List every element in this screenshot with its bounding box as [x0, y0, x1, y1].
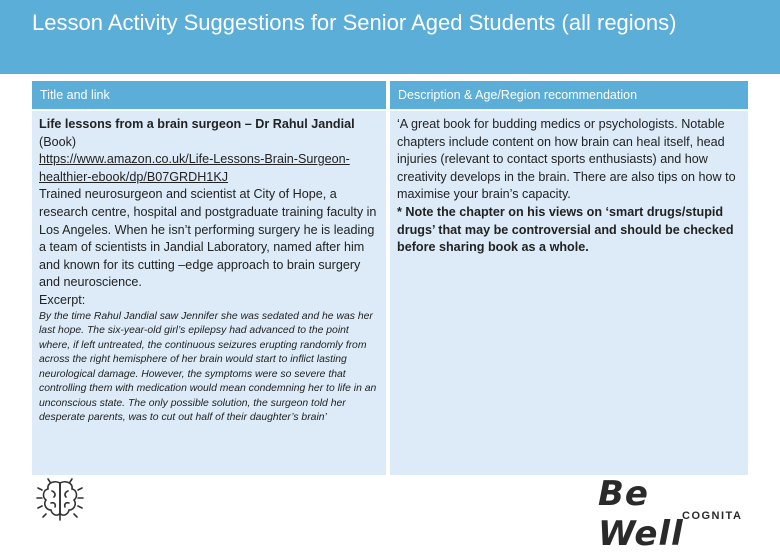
- content-warning-note: * Note the chapter on his views on ‘smart drugs/stupid drugs’ that may be controversial and should be checked before sharing book as a whole.: [397, 204, 734, 255]
- be-well-logo: [596, 474, 746, 554]
- page-title: Lesson Activity Suggestions for Senior Aged Students (all regions): [32, 10, 677, 35]
- book-type: (Book): [39, 134, 77, 149]
- page-header: [0, 0, 780, 74]
- logo-main-text: Be Well: [598, 474, 684, 554]
- brain-icon: [34, 474, 86, 524]
- excerpt-text: By the time Rahul Jandial saw Jennifer she was sedated and he was her last hope. The six-year-old girl’s epilepsy had advanced to the point where, if left untreated, the continuous seizures erupting randomly from across the right hemisphere of her brain would start to inflict lasting neurological damage. However, the symptoms were so severe that controlling them with medication would mean condemning her to life in an unconscious state. The only possible solution, the surgeon told her desperate parents, was to cut out half of their daughter’s brain’: [39, 310, 377, 424]
- book-link[interactable]: https://www.amazon.co.uk/Life-Lessons-Brain-Surgeon-healthier-ebook/dp/B07GRDH1KJ: [39, 152, 350, 184]
- table-cell-description: [390, 111, 748, 475]
- table-cell-title: [32, 111, 386, 475]
- book-title: Life lessons from a brain surgeon – Dr Rahul Jandial: [39, 117, 355, 131]
- author-bio: Trained neurosurgeon and scientist at City of Hope, a research centre, hospital and postgraduate training faculty in Los Angeles. When he isn’t performing surgery he is leading a team of scientists in Jandial Laboratory, named after him and known for its cutting –edge approach to brain surgery and neuroscience.: [39, 187, 377, 290]
- column-header-title: Title and link: [32, 81, 386, 109]
- book-description: ‘A great book for budding medics or psychologists. Notable chapters include content on how brain can heal itself, head injuries (relevant to contact sports enthusiasts) and how creativity develops in the brain. There are also tips on how to maximise your brain’s capacity.: [397, 117, 736, 202]
- activity-table: [32, 81, 748, 475]
- column-header-description: Description & Age/Region recommendation: [390, 81, 748, 109]
- logo-sub-text: COGNITA: [682, 510, 743, 522]
- excerpt-label: Excerpt:: [39, 292, 86, 307]
